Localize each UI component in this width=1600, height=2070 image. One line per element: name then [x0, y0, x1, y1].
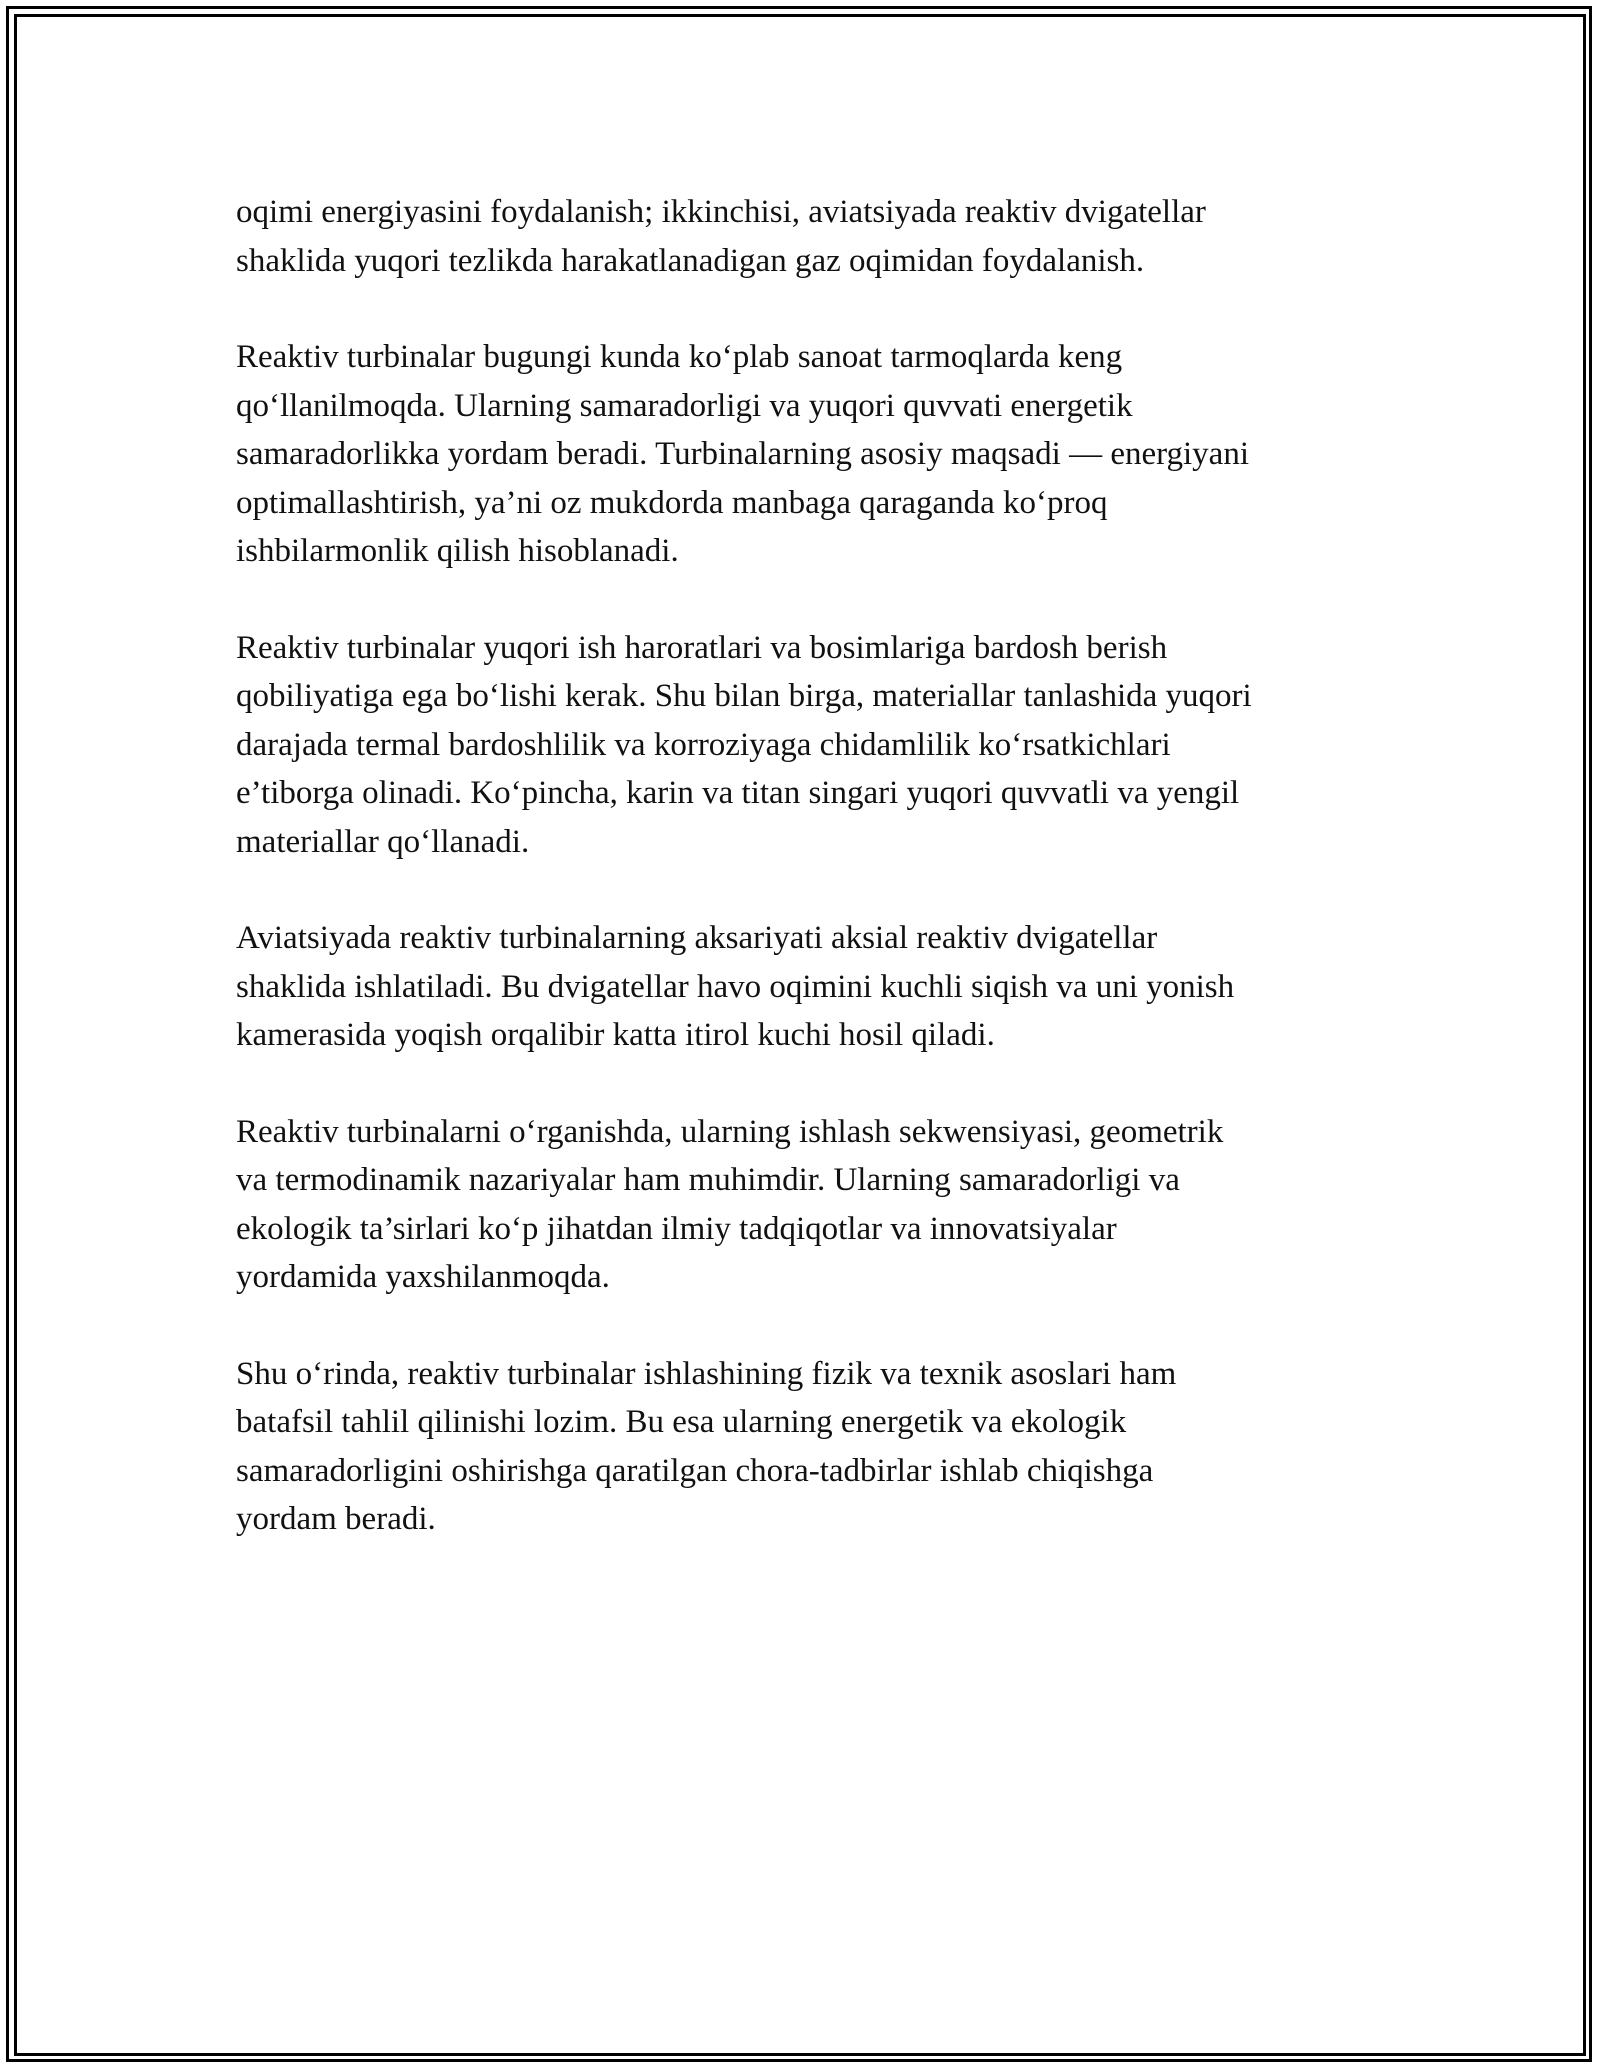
document-body	[236, 188, 1386, 1592]
paragraph-6: Shu o‘rinda, reaktiv turbinalar ishlashining fizik va texnik asoslari ham batafsil tahlil qilinishi lozim. Bu esa ularning energetik va ekologik samaradorligini oshirishga qaratilgan chora-tadbirlar ishlab chiqishga yordam beradi.	[236, 1355, 1177, 1537]
paragraph-4: Aviatsiyada reaktiv turbinalarning aksariyati aksial reaktiv dvigatellar shaklida ishlatiladi. Bu dvigatellar havo oqimini kuchli siqish va uni yonish kamerasida yoqish orqalibir katta itirol kuchi hosil qiladi.	[236, 920, 1235, 1053]
paragraph-2: Reaktiv turbinalar bugungi kunda ko‘plab sanoat tarmoqlarda keng qo‘llanilmoqda. Ularning samaradorligi va yuqori quvvati energetik samaradorlikka yordam beradi. Turbinalarning asosiy maqsadi — energiyani optimallashtirish, ya’ni oz mukdorda manbaga qaraganda ko‘proq ishbilarmonlik qilish hisoblanadi.	[236, 339, 1249, 569]
paragraph-5: Reaktiv turbinalarni o‘rganishda, ularning ishlash sekwensiyasi, geometrik va termodinamik nazariyalar ham muhimdir. Ularning samaradorligi va ekologik ta’sirlari ko‘p jihatdan ilmiy tadqiqotlar va innovatsiyalar yordamida yaxshilanmoqda.	[236, 1113, 1224, 1295]
paragraph-3: Reaktiv turbinalar yuqori ish haroratlari va bosimlariga bardosh berish qobiliyatiga ega bo‘lishi kerak. Shu bilan birga, materiallar tanlashida yuqori darajada termal bardoshlilik va korroziyaga chidamlilik ko‘rsatkichlari e’tiborga olinadi. Ko‘pincha, karin va titan singari yuqori quvvatli va yengil materiallar qo‘llanadi.	[236, 629, 1252, 860]
paragraph-1: oqimi energiyasini foydalanish; ikkinchisi, aviatsiyada reaktiv dvigatellar shaklida yuqori tezlikda harakatlanadigan gaz oqimidan foydalanish.	[236, 194, 1206, 279]
